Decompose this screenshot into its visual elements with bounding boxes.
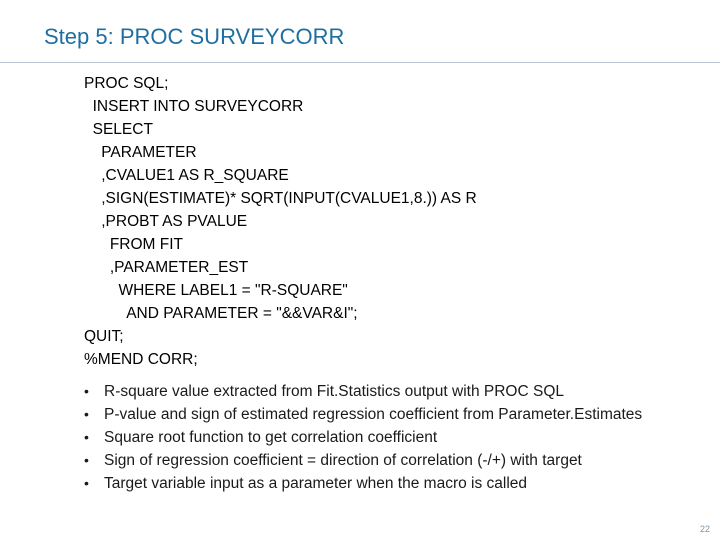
bullet-icon: • [84,475,89,491]
code-block [84,72,477,371]
bullet-item [84,472,642,495]
code-line: SELECT [84,121,153,138]
bullet-icon: • [84,406,89,422]
page-number: 22 [699,524,710,534]
bullet-item [84,403,642,426]
code-line: ,SIGN(ESTIMATE)* SQRT(INPUT(CVALUE1,8.)) AS R [84,190,477,207]
code-line: WHERE LABEL1 = "R-SQUARE" [84,282,348,299]
bullet-icon: • [84,452,89,468]
code-line: PROC SQL; [84,75,169,92]
bullet-icon: • [84,429,89,445]
code-line: INSERT INTO SURVEYCORR [84,98,304,115]
code-line: QUIT; [84,328,124,345]
slide-title: Step 5: PROC SURVEYCORR [44,24,345,49]
bullet-item [84,449,642,472]
bullet-text: P-value and sign of estimated regression coefficient from Parameter.Estimates [104,406,643,423]
bullet-item [84,380,642,403]
code-line: PARAMETER [84,144,197,161]
bullet-text: Square root function to get correlation coefficient [104,429,438,446]
bullet-item [84,426,642,449]
bullet-list [84,380,642,495]
code-line: AND PARAMETER = "&&VAR&I"; [84,305,358,322]
code-line: ,PARAMETER_EST [84,259,249,276]
code-line: %MEND CORR; [84,351,198,368]
code-line: ,CVALUE1 AS R_SQUARE [84,167,289,184]
code-line: ,PROBT AS PVALUE [84,213,248,230]
bullet-text: R-square value extracted from Fit.Statistics output with PROC SQL [104,383,565,400]
title-divider [0,62,720,63]
code-line: FROM FIT [84,236,184,253]
bullet-icon: • [84,383,89,399]
bullet-text: Sign of regression coefficient = direction of correlation (-/+) with target [104,452,582,469]
bullet-text: Target variable input as a parameter when the macro is called [104,475,528,492]
